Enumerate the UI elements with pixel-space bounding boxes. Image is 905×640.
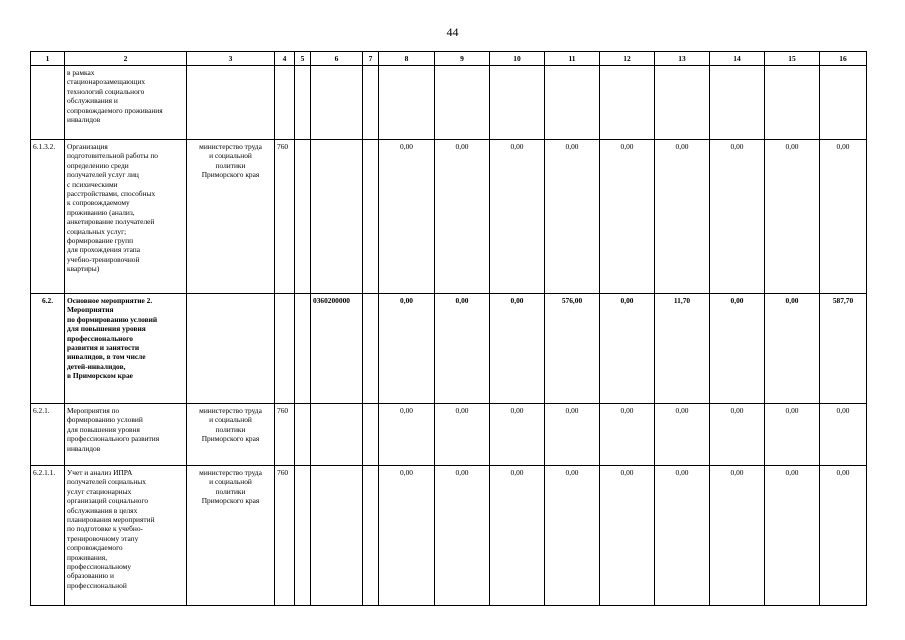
activity-name: Мероприятия по формированию условий для повышения уровня профессионального развития инвалидов: [65, 404, 187, 466]
amount-col-13: 0,00: [655, 404, 710, 466]
col-5-code: [295, 66, 311, 140]
amount-col-11: [545, 66, 600, 140]
column-header-6: 6: [311, 52, 363, 66]
amount-col-13: 0,00: [655, 140, 710, 294]
activity-name: Основное мероприятие 2. Мероприятия по формированию условий для повышения уровня профессионального развития и занятости инвалидов, в том числе детей-инвалидов, в Приморском крае: [65, 294, 187, 404]
col-4-code: 760: [275, 404, 295, 466]
column-header-8: 8: [379, 52, 435, 66]
column-header-11: 11: [545, 52, 600, 66]
amount-col-9: 0,00: [435, 140, 490, 294]
column-header-3: 3: [187, 52, 275, 66]
amount-col-10: 0,00: [490, 294, 545, 404]
col-6-code: [311, 140, 363, 294]
activity-name: Учет и анализ ИПРА получателей социальных услуг стационарных организаций социального обслуживания в целях планирования мероприятий по подготовке к учебно- тренировочному этапу сопровождаемого проживания, профессиональному образованию и профессиональной: [65, 466, 187, 606]
col-7-code: [363, 466, 379, 606]
col-4-code: 760: [275, 466, 295, 606]
amount-col-12: 0,00: [600, 294, 655, 404]
table-row: [31, 294, 867, 404]
amount-col-8: 0,00: [379, 140, 435, 294]
amount-col-15: 0,00: [765, 140, 820, 294]
col-7-code: [363, 66, 379, 140]
table-row: [31, 466, 867, 606]
amount-col-12: [600, 66, 655, 140]
col-5-code: [295, 466, 311, 606]
col-4-code: [275, 66, 295, 140]
amount-col-15: 0,00: [765, 294, 820, 404]
col-6-code: 0360200000: [311, 294, 363, 404]
amount-col-14: 0,00: [710, 404, 765, 466]
page-number: 44: [446, 25, 459, 39]
amount-col-11: 576,00: [545, 294, 600, 404]
col-6-code: [311, 466, 363, 606]
col-5-code: [295, 294, 311, 404]
column-header-16: 16: [820, 52, 867, 66]
column-header-9: 9: [435, 52, 490, 66]
amount-col-8: 0,00: [379, 466, 435, 606]
table-row: [31, 66, 867, 140]
table-row: [31, 404, 867, 466]
column-header-12: 12: [600, 52, 655, 66]
amount-col-15: [765, 66, 820, 140]
amount-col-11: 0,00: [545, 140, 600, 294]
amount-col-16: 0,00: [820, 140, 867, 294]
activity-name: в рамках стационарозамещающих технологий социального обслуживания и сопровождаемого проживания инвалидов: [65, 66, 187, 140]
amount-col-11: 0,00: [545, 466, 600, 606]
column-header-2: 2: [65, 52, 187, 66]
executor: [187, 66, 275, 140]
amount-col-10: 0,00: [490, 404, 545, 466]
col-4-code: 760: [275, 140, 295, 294]
col-7-code: [363, 140, 379, 294]
amount-col-9: 0,00: [435, 294, 490, 404]
row-number: [31, 66, 65, 140]
executor: [187, 294, 275, 404]
amount-col-14: 0,00: [710, 294, 765, 404]
amount-col-16: [820, 66, 867, 140]
col-5-code: [295, 404, 311, 466]
amount-col-14: [710, 66, 765, 140]
column-header-1: 1: [31, 52, 65, 66]
amount-col-15: 0,00: [765, 404, 820, 466]
amount-col-16: 0,00: [820, 466, 867, 606]
column-header-10: 10: [490, 52, 545, 66]
column-header-4: 4: [275, 52, 295, 66]
amount-col-10: [490, 66, 545, 140]
column-header-row: [31, 52, 867, 66]
amount-col-12: 0,00: [600, 140, 655, 294]
amount-col-13: [655, 66, 710, 140]
col-6-code: [311, 66, 363, 140]
amount-col-8: 0,00: [379, 404, 435, 466]
amount-col-11: 0,00: [545, 404, 600, 466]
column-header-14: 14: [710, 52, 765, 66]
amount-col-8: 0,00: [379, 294, 435, 404]
amount-col-9: 0,00: [435, 404, 490, 466]
table-row: [31, 140, 867, 294]
col-6-code: [311, 404, 363, 466]
row-number: 6.1.3.2.: [31, 140, 65, 294]
amount-col-14: 0,00: [710, 466, 765, 606]
amount-col-13: 0,00: [655, 466, 710, 606]
amount-col-16: 0,00: [820, 404, 867, 466]
executor: министерство труда и социальной политики Приморского края: [187, 404, 275, 466]
executor: министерство труда и социальной политики Приморского края: [187, 466, 275, 606]
amount-col-12: 0,00: [600, 466, 655, 606]
amount-col-10: 0,00: [490, 466, 545, 606]
amount-col-9: [435, 66, 490, 140]
program-table: [30, 51, 867, 606]
column-header-7: 7: [363, 52, 379, 66]
amount-col-15: 0,00: [765, 466, 820, 606]
amount-col-8: [379, 66, 435, 140]
amount-col-14: 0,00: [710, 140, 765, 294]
amount-col-13: 11,70: [655, 294, 710, 404]
column-header-5: 5: [295, 52, 311, 66]
amount-col-12: 0,00: [600, 404, 655, 466]
executor: министерство труда и социальной политики Приморского края: [187, 140, 275, 294]
row-number: 6.2.1.1.: [31, 466, 65, 606]
col-7-code: [363, 404, 379, 466]
col-7-code: [363, 294, 379, 404]
amount-col-9: 0,00: [435, 466, 490, 606]
amount-col-10: 0,00: [490, 140, 545, 294]
row-number: 6.2.: [31, 294, 65, 404]
activity-name: Организация подготовительной работы по определению среди получателей услуг лиц с психическими расстройствами, способных к сопровождаемому проживанию (анализ, анкетирование получателей социальных услуг; формирование групп для прохождения этапа учебно-тренировочной квартиры): [65, 140, 187, 294]
row-number: 6.2.1.: [31, 404, 65, 466]
amount-col-16: 587,70: [820, 294, 867, 404]
column-header-15: 15: [765, 52, 820, 66]
col-4-code: [275, 294, 295, 404]
col-5-code: [295, 140, 311, 294]
column-header-13: 13: [655, 52, 710, 66]
